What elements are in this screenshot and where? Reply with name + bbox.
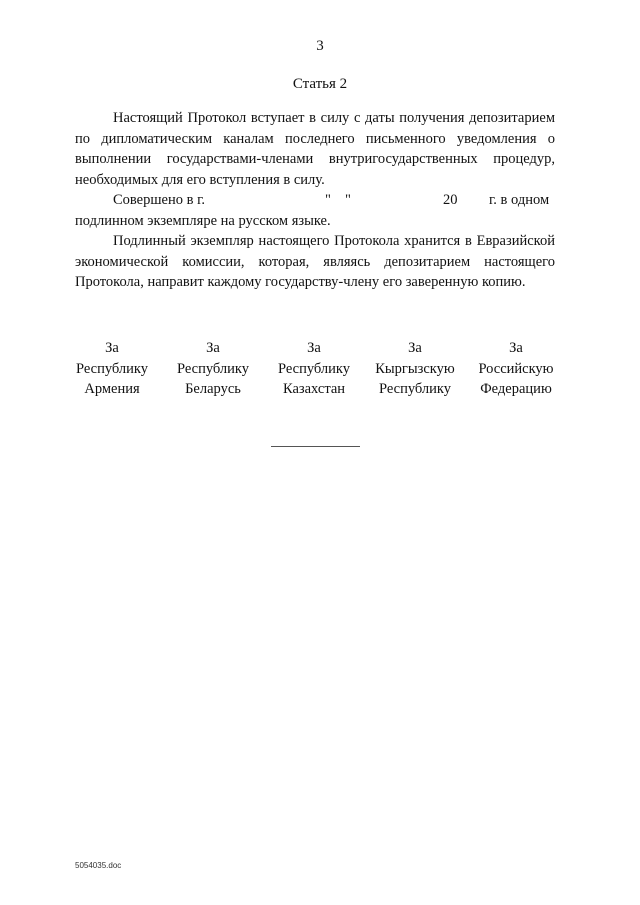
done-at-suffix: г. в одном	[489, 192, 550, 208]
paragraph-entry-into-force-text: Настоящий Протокол вступает в силу с даты получения депозитарием по дипломатическим каналам последнего письменного уведомления о выполнении государствами-членами внутригосударственных процедур, необходимых для его вступления в силу.	[75, 110, 555, 188]
signature-kyrgyzstan	[367, 338, 463, 400]
signature-country-name: Армения	[84, 381, 140, 397]
paragraph-entry-into-force	[75, 108, 555, 190]
signature-country-line: Республику	[176, 360, 250, 377]
signature-for-label: За	[105, 340, 119, 356]
end-of-document-rule	[271, 446, 360, 447]
done-at-line-2: подлинном экземпляре на русском языке.	[75, 212, 331, 229]
done-at-line	[75, 190, 555, 211]
signature-russia	[468, 338, 564, 400]
signature-country-line: Республику	[277, 360, 351, 377]
date-year-prefix: 20	[443, 192, 458, 208]
signature-country-name: Беларусь	[185, 381, 241, 397]
signature-armenia	[64, 338, 160, 400]
page-number: 3	[316, 38, 324, 54]
date-quote-open: "	[325, 192, 331, 208]
signature-for-label: За	[206, 340, 220, 356]
signature-block	[64, 338, 564, 400]
document-body	[75, 108, 555, 293]
signature-for-label: За	[509, 340, 523, 356]
signature-country-line: Республику	[75, 360, 149, 377]
document-file-id: 5054035.doc	[75, 861, 122, 870]
signature-for-label: За	[307, 340, 321, 356]
date-quote-close: "	[345, 192, 351, 208]
paragraph-depositary-text: Подлинный экземпляр настоящего Протокола хранится в Евразийской экономической комиссии, которая, являясь депозитарием настоящего Протокола, направит каждому государству-члену его заверенную копию.	[75, 233, 555, 290]
signature-country-name: Республику	[378, 381, 452, 397]
signature-country-line: Российскую	[478, 360, 554, 377]
signature-kazakhstan	[266, 338, 362, 400]
signature-country-name: Казахстан	[282, 381, 346, 397]
article-title: Статья 2	[292, 76, 348, 92]
signature-belarus	[165, 338, 261, 400]
signature-country-line: Кыргызскую	[375, 360, 455, 377]
signature-country-name: Федерацию	[480, 381, 552, 397]
paragraph-depositary	[75, 231, 555, 293]
done-at-prefix: Совершено в г.	[113, 192, 206, 208]
signature-for-label: За	[408, 340, 422, 356]
